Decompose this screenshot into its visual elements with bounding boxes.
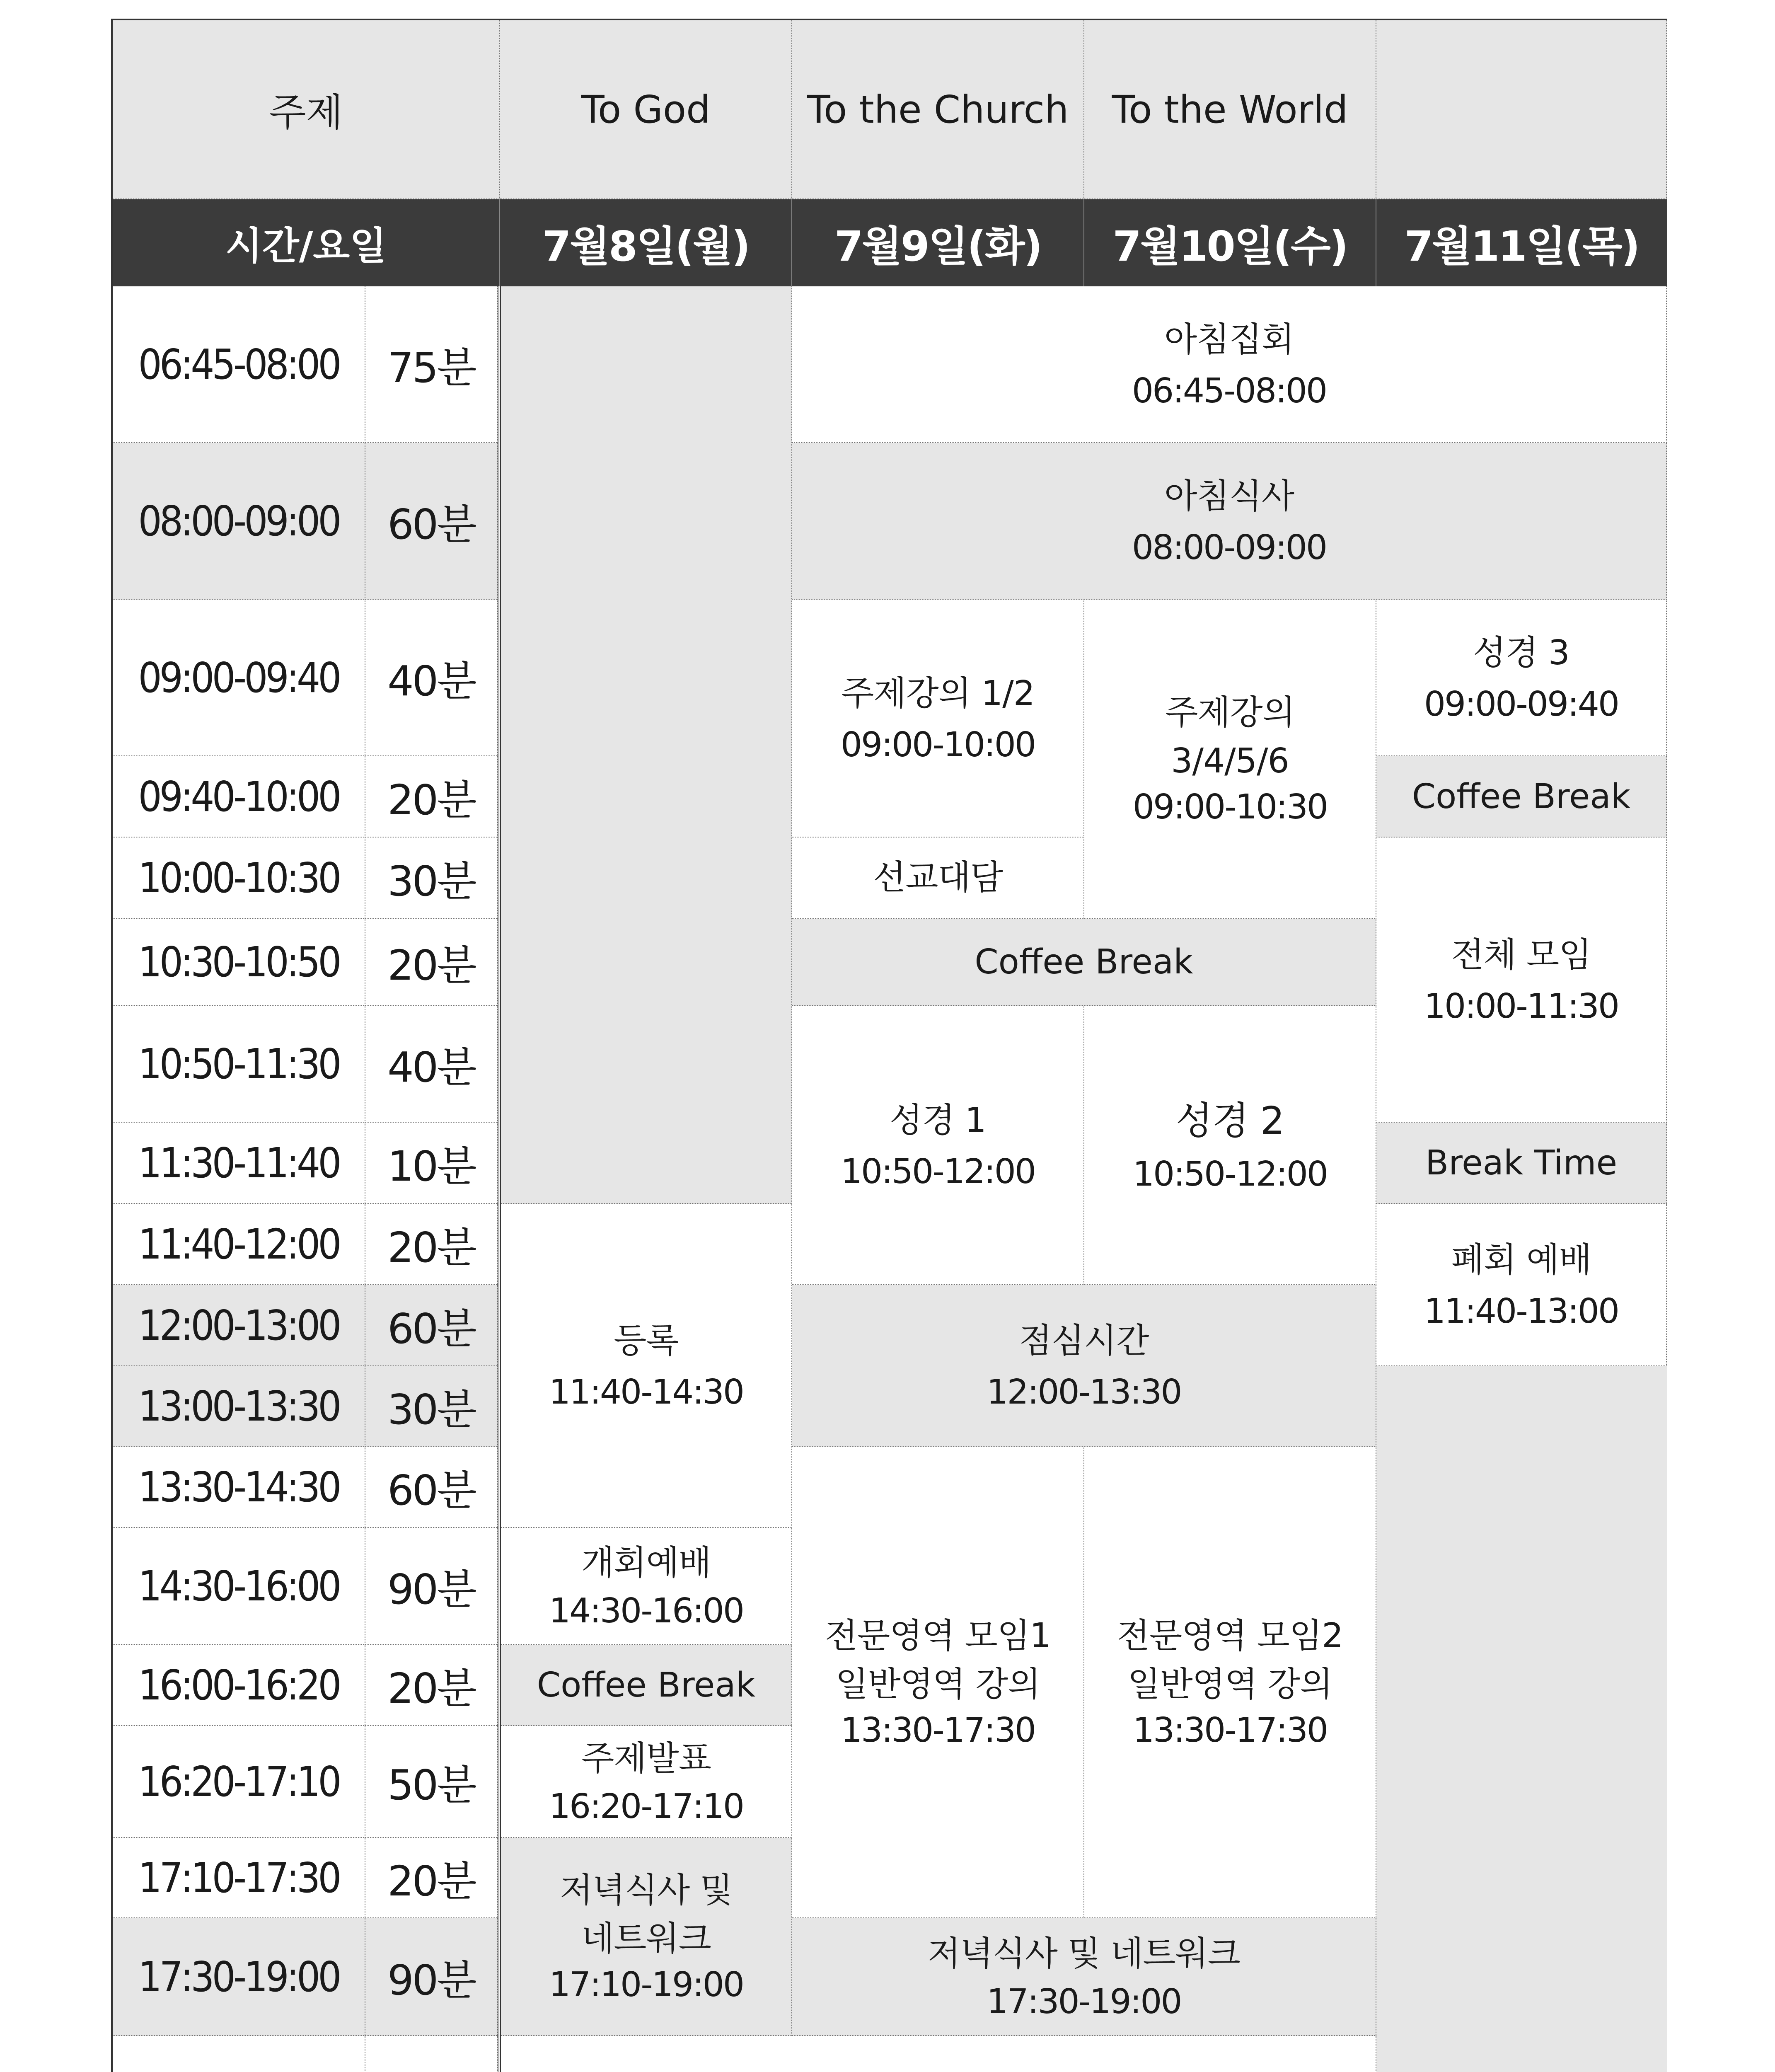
event-bible-1 [792,1006,1084,1285]
event-title: 3/4/5/6 [1171,741,1289,781]
event-breakfast [792,443,1667,600]
row-time: 16:20-17:10 [113,1726,365,1838]
event-time: 17:30-19:00 [987,1982,1181,2021]
event-time: 06:45-08:00 [1132,371,1327,411]
event-time: 11:40-13:00 [1424,1291,1619,1331]
event-lecture-3-4-5-6 [1084,600,1376,919]
event-title: 주제발표 [581,1739,711,1779]
event-bible-2 [1084,1006,1376,1285]
event-time: 13:30-17:30 [840,1711,1035,1750]
row-duration: 20분 [365,919,498,1006]
row-time: 10:30-10:50 [113,919,365,1006]
row-time: 12:00-13:00 [113,1285,365,1366]
theme-to-god: To God [500,20,792,199]
row-time: 13:30-14:30 [113,1447,365,1528]
event-opening-worship [501,1528,792,1645]
event-title: 주제강의 [1165,692,1295,732]
event-title: 전문영역 모임1 [825,1616,1051,1656]
event-lecture-1-2 [792,600,1084,838]
row-duration: 10분 [365,1123,498,1204]
event-theme-presentation [501,1726,792,1838]
event-specialty-1 [792,1447,1084,1918]
row-time: 16:00-16:20 [113,1645,365,1726]
event-dinner-tue-wed [792,1918,1376,2036]
theme-to-the-church: To the Church [792,20,1084,199]
event-time: 13:30-17:30 [1132,1711,1328,1750]
row-duration: 90분 [365,1918,498,2036]
row-duration: 50분 [365,1726,498,1838]
event-title: 아침집회 [1164,320,1294,360]
event-time: 10:00-11:30 [1424,986,1619,1026]
event-evening-meeting [501,2036,1376,2072]
event-break-time: Break Time [1376,1123,1667,1204]
row-duration: 20분 [365,1645,498,1726]
event-title: 성경 2 [1175,1098,1284,1143]
row-time: 10:50-11:30 [113,1006,365,1123]
row-time: 06:45-08:00 [113,286,365,443]
event-title: 전체 모임 [1451,935,1591,975]
day-header-tue: 7월9일(화) [792,199,1084,286]
row-time: 10:00-10:30 [113,838,365,919]
row-duration: 75분 [365,286,498,443]
event-time: 09:00-10:30 [1132,787,1328,827]
event-dinner-mon [501,1838,792,2036]
event-time: 17:10-19:00 [549,1965,744,2005]
row-duration: 60분 [365,1447,498,1528]
row-duration: 20분 [365,1204,498,1285]
event-title: 저녁식사 및 네트워크 [927,1934,1241,1974]
time-day-header: 시간/요일 [113,199,500,286]
row-time: 08:00-09:00 [113,443,365,600]
day-header-thu: 7월11일(목) [1376,199,1667,286]
event-title: 일반영역 강의 [835,1664,1040,1704]
event-title: 폐회 예배 [1451,1240,1591,1280]
event-coffee-break-thu: Coffee Break [1376,756,1667,838]
event-mission-talk: 선교대담 [792,838,1084,919]
row-duration: 90분 [365,1528,498,1645]
event-time: 09:00-09:40 [1424,684,1619,724]
row-duration: 60분 [365,1285,498,1366]
row-duration [365,2036,498,2072]
event-title: 전문영역 모임2 [1117,1616,1343,1656]
event-title: 성경 3 [1473,633,1569,673]
event-time: 10:50-12:00 [840,1152,1035,1191]
event-coffee-break-mon: Coffee Break [501,1645,792,1726]
row-duration: 20분 [365,756,498,838]
event-title: 개회예배 [581,1543,711,1583]
event-title: 등록 [614,1321,679,1361]
event-time: 08:00-09:00 [1132,528,1327,567]
row-time: 13:00-13:30 [113,1366,365,1447]
event-time: 12:00-13:30 [987,1372,1181,1412]
row-time: 14:30-16:00 [113,1528,365,1645]
event-morning-meeting [792,286,1667,443]
empty-block-thu-afternoon [1376,1366,1667,2072]
event-registration [501,1204,792,1528]
event-time: 09:00-10:00 [840,725,1035,765]
event-title: 아침식사 [1164,477,1294,516]
event-coffee-break-tue-wed: Coffee Break [792,919,1376,1006]
event-title: 네트워크 [581,1919,711,1958]
theme-header-label: 주제 [113,20,500,199]
row-time: 09:40-10:00 [113,756,365,838]
event-title: 성경 1 [890,1101,986,1140]
theme-to-the-world: To the World [1084,20,1376,199]
column-separator [498,286,501,2072]
empty-block-mon-morning [501,286,792,1204]
row-duration: 30분 [365,838,498,919]
row-time: 11:30-11:40 [113,1123,365,1204]
event-bible-3 [1376,600,1667,756]
day-header-wed: 7월10일(수) [1084,199,1376,286]
row-time: 17:10-17:30 [113,1838,365,1918]
event-time: 11:40-14:30 [549,1372,744,1412]
row-time: 11:40-12:00 [113,1204,365,1285]
row-duration: 60분 [365,443,498,600]
theme-empty [1376,20,1667,199]
row-duration: 20분 [365,1838,498,1918]
schedule-table [111,19,1667,2072]
event-plenary [1376,838,1667,1123]
event-title: 저녁식사 및 [560,1870,733,1910]
event-specialty-2 [1084,1447,1376,1918]
row-duration: 30분 [365,1366,498,1447]
event-closing-worship [1376,1204,1667,1366]
row-duration: 40분 [365,1006,498,1123]
event-title: 점심시간 [1019,1321,1149,1361]
row-time: 09:00-09:40 [113,600,365,756]
row-time: 17:30-19:00 [113,1918,365,2036]
event-lunch [792,1285,1376,1447]
event-title: 주제강의 1/2 [841,674,1035,714]
event-time: 16:20-17:10 [549,1786,744,1826]
event-time: 10:50-12:00 [1132,1155,1328,1194]
row-time [113,2036,365,2072]
event-time: 14:30-16:00 [549,1591,744,1631]
row-duration: 40분 [365,600,498,756]
event-title: 일반영역 강의 [1127,1664,1332,1704]
day-header-mon: 7월8일(월) [500,199,792,286]
